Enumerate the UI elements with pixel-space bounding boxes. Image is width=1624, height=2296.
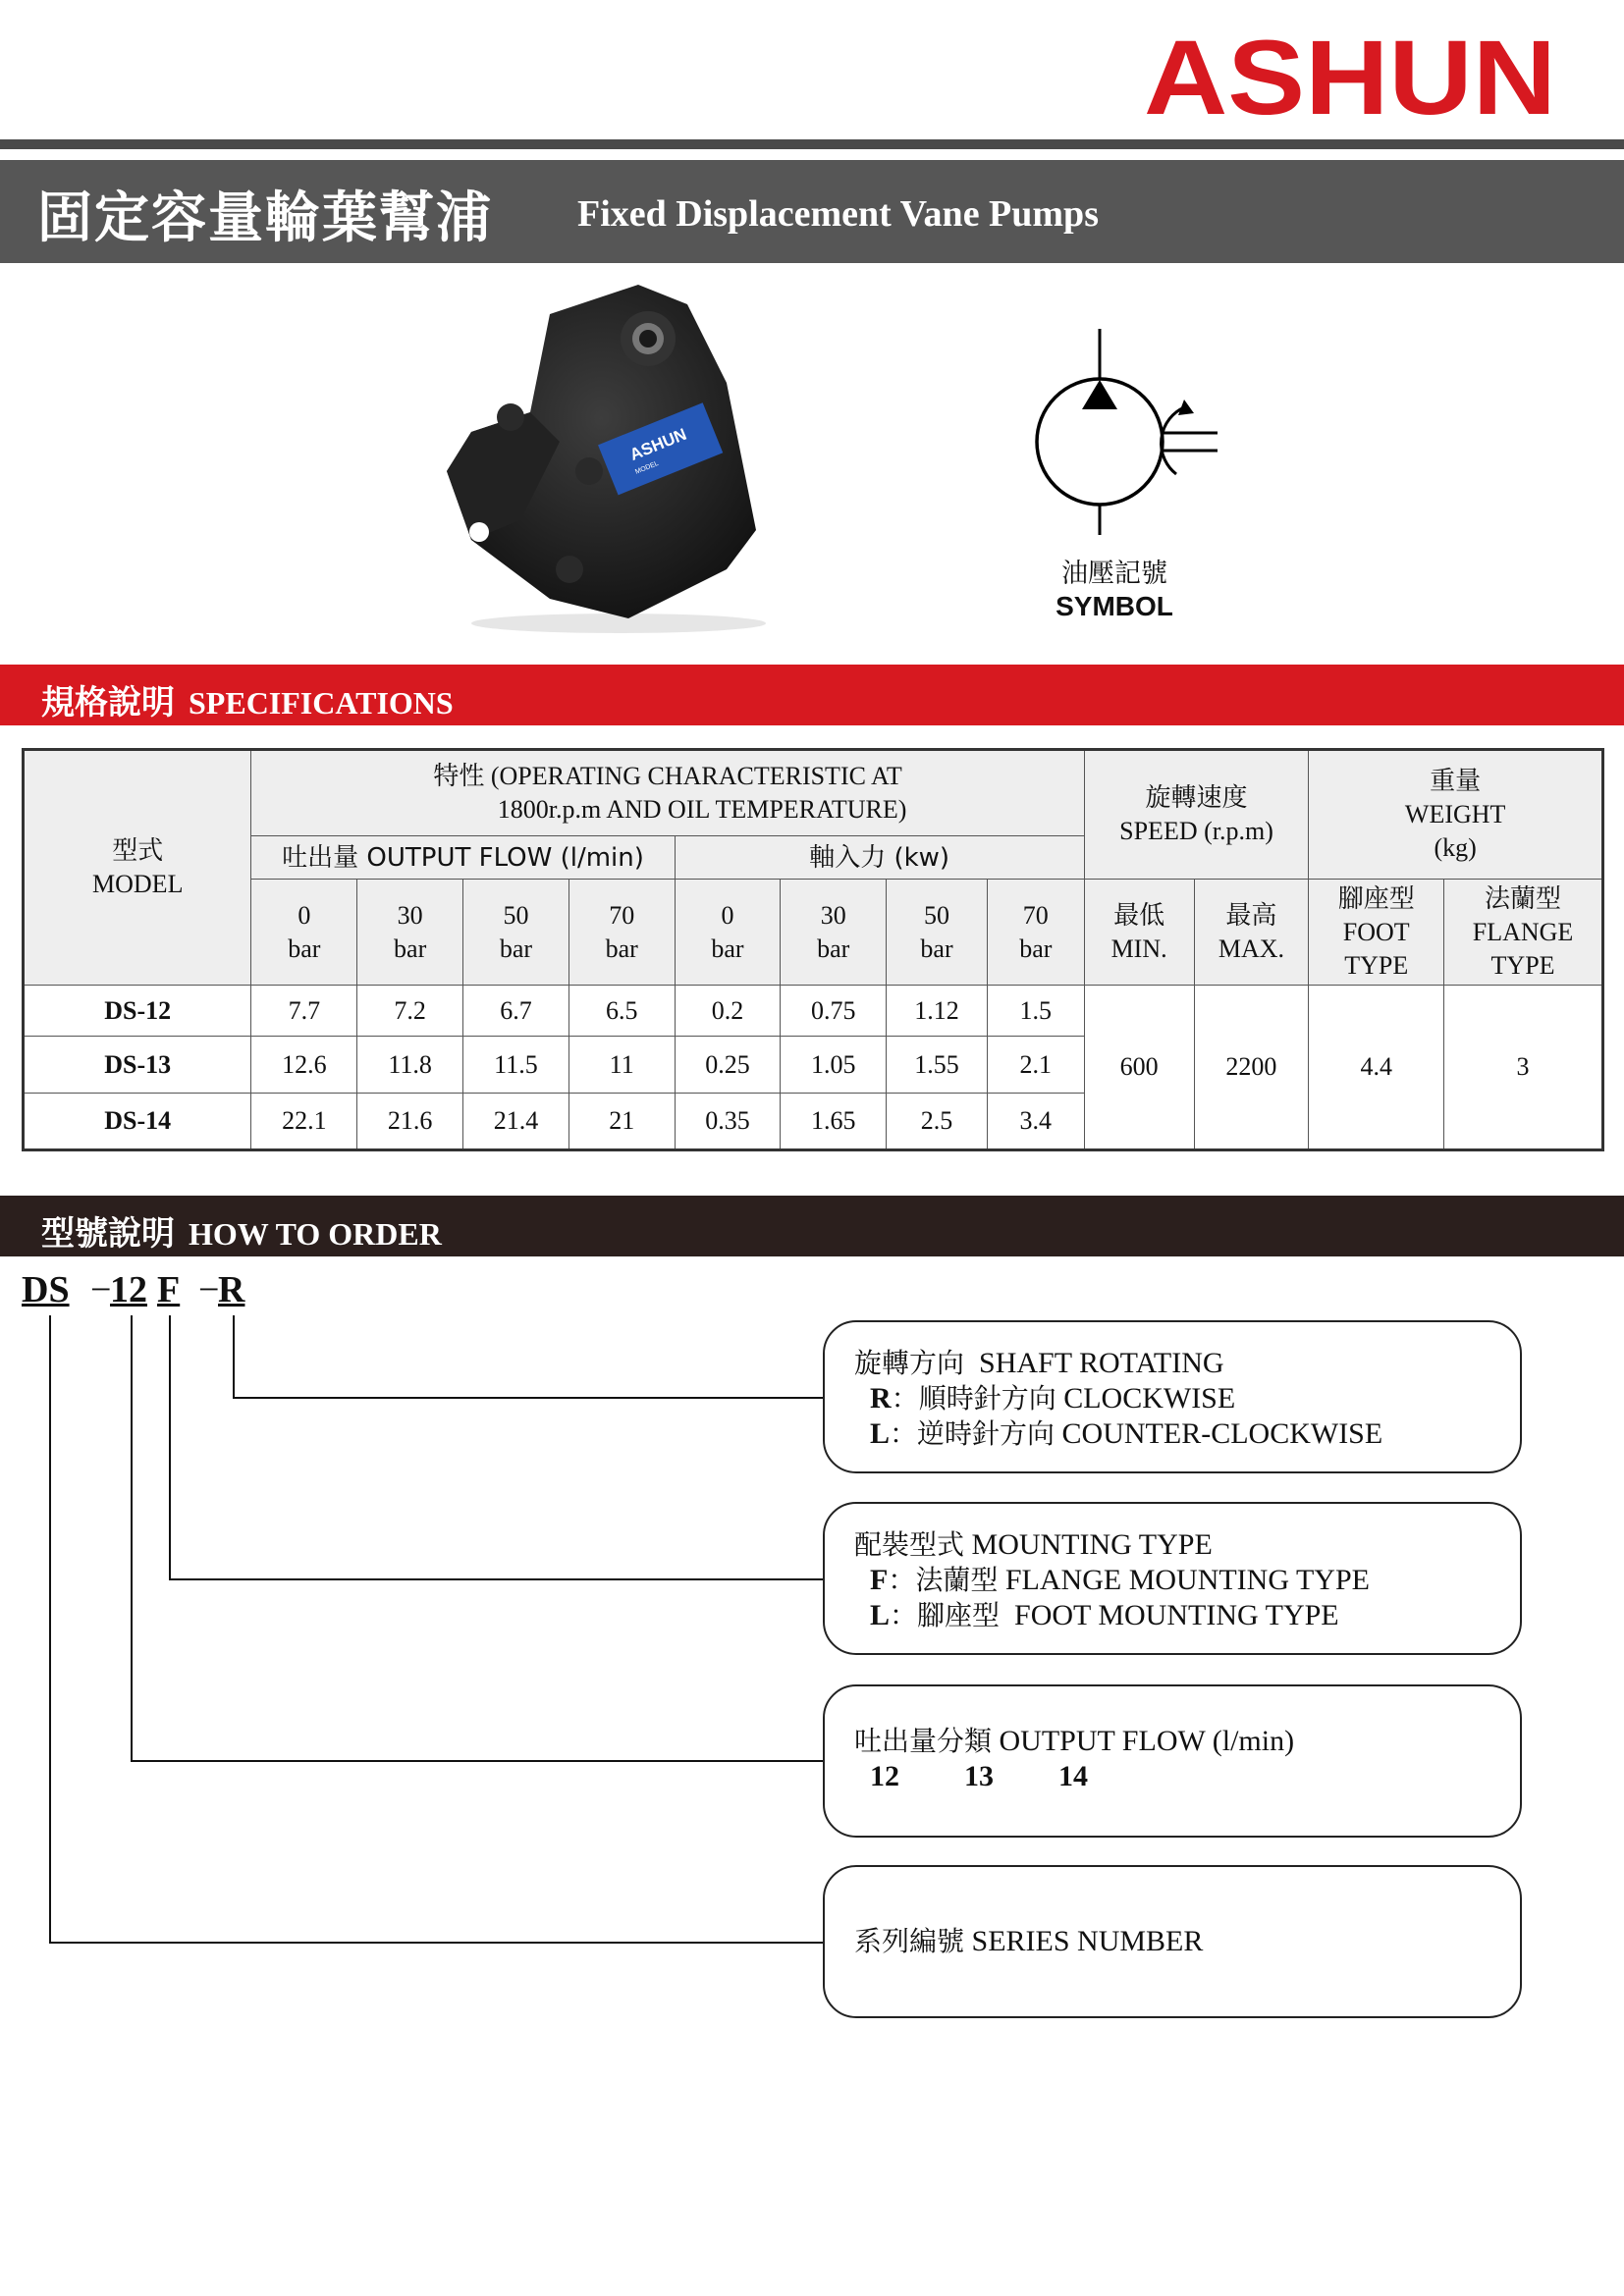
power-cell: 1.12 xyxy=(887,986,988,1037)
connector-line xyxy=(131,1315,133,1761)
connector-line xyxy=(233,1315,235,1398)
connector-line xyxy=(169,1315,171,1579)
speed-min-header: 最低 MIN. xyxy=(1084,880,1194,986)
weight-flange-value: 3 xyxy=(1444,986,1603,1150)
connector-line xyxy=(49,1315,51,1943)
connector-line xyxy=(49,1942,823,1944)
speed-min-value: 600 xyxy=(1084,986,1194,1150)
power-pressure-70: 70 bar xyxy=(987,880,1084,986)
vane-pump-image xyxy=(432,275,805,638)
header-rule xyxy=(0,139,1624,149)
flow-cell: 21.6 xyxy=(357,1094,463,1150)
nameplate-brand: ASHUN xyxy=(626,424,689,464)
output-flow-header: 吐出量 OUTPUT FLOW (l/min) xyxy=(251,836,675,880)
flow-pressure-30: 30 bar xyxy=(357,880,463,986)
speed-header-zh: 旋轉速度 xyxy=(1145,783,1248,813)
model-header-zh: 型式 xyxy=(112,836,164,866)
weight-header-zh: 重量 xyxy=(1430,767,1482,796)
connector-line xyxy=(131,1760,823,1762)
model-cell: DS-12 xyxy=(24,986,251,1037)
power-cell: 1.5 xyxy=(987,986,1084,1037)
order-code-rotation: R xyxy=(218,1269,245,1310)
flow-cell: 12.6 xyxy=(251,1037,357,1094)
power-pressure-30: 30 bar xyxy=(781,880,887,986)
power-cell: 1.65 xyxy=(781,1094,887,1150)
flow-pressure-70: 70 bar xyxy=(568,880,675,986)
shaft-rotating-box: 旋轉方向 SHAFT ROTATING R：順時針方向 CLOCKWISE L：逆時針方向 COUNTER-CLOCKWISE xyxy=(823,1320,1522,1473)
model-header-en: MODEL xyxy=(92,870,184,898)
how-to-order-heading-en: HOW TO ORDER xyxy=(189,1216,442,1252)
flange-type-header: 法蘭型 FLANGE TYPE xyxy=(1444,880,1603,986)
symbol-label-en: SYMBOL xyxy=(1056,591,1173,621)
flow-cell: 6.7 xyxy=(463,986,569,1037)
characteristic-line2: 1800r.p.m AND OIL TEMPERATURE) xyxy=(497,795,907,824)
model-cell: DS-14 xyxy=(24,1094,251,1150)
power-cell: 2.5 xyxy=(887,1094,988,1150)
specifications-heading xyxy=(41,675,454,723)
symbol-label-zh: 油壓記號 xyxy=(1061,559,1167,589)
foot-type-header: 腳座型 FOOT TYPE xyxy=(1309,880,1444,986)
specifications-table xyxy=(22,748,1604,1151)
power-cell: 2.1 xyxy=(987,1037,1084,1094)
logo-text: ASHUN xyxy=(1144,29,1556,128)
table-row xyxy=(24,986,1603,1037)
specifications-heading-zh: 規格說明 xyxy=(41,683,175,722)
power-cell: 3.4 xyxy=(987,1094,1084,1150)
flow-cell: 7.7 xyxy=(251,986,357,1037)
flow-cell: 7.2 xyxy=(357,986,463,1037)
order-code-series: DS xyxy=(22,1269,70,1310)
weight-header-unit: (kg) xyxy=(1434,833,1477,862)
nameplate-model: MODEL xyxy=(634,459,660,476)
power-cell: 1.05 xyxy=(781,1037,887,1094)
how-to-order-heading xyxy=(41,1206,442,1255)
order-code-dash: − xyxy=(198,1269,220,1310)
power-cell: 0.35 xyxy=(675,1094,781,1150)
output-flow-box: 吐出量分類 OUTPUT FLOW (l/min) 12 13 14 xyxy=(823,1684,1522,1838)
page-title-en: Fixed Displacement Vane Pumps xyxy=(577,193,1099,235)
characteristic-header xyxy=(251,750,1084,836)
flow-cell: 6.5 xyxy=(568,986,675,1037)
power-cell: 0.25 xyxy=(675,1037,781,1094)
model-header xyxy=(24,750,251,986)
flow-pressure-0: 0 bar xyxy=(251,880,357,986)
specifications-heading-en: SPECIFICATIONS xyxy=(189,685,454,721)
model-cell: DS-13 xyxy=(24,1037,251,1094)
flow-cell: 21.4 xyxy=(463,1094,569,1150)
flow-cell: 21 xyxy=(568,1094,675,1150)
weight-foot-value: 4.4 xyxy=(1309,986,1444,1150)
order-code-dash: − xyxy=(90,1269,112,1310)
order-code-flow: 12 xyxy=(110,1269,147,1310)
weight-header xyxy=(1309,750,1603,880)
series-number-box: 系列編號 SERIES NUMBER xyxy=(823,1865,1522,2018)
ashun-logo xyxy=(1139,29,1561,128)
power-cell: 1.55 xyxy=(887,1037,988,1094)
speed-max-header: 最高 MAX. xyxy=(1194,880,1309,986)
page-title-zh: 固定容量輪葉幫浦 xyxy=(37,187,493,250)
connector-line xyxy=(233,1397,823,1399)
weight-header-en: WEIGHT xyxy=(1404,800,1506,828)
characteristic-line1: 特性 (OPERATING CHARACTERISTIC AT xyxy=(433,762,902,790)
how-to-order-heading-zh: 型號說明 xyxy=(41,1214,175,1254)
speed-max-value: 2200 xyxy=(1194,986,1309,1150)
flow-cell: 11.8 xyxy=(357,1037,463,1094)
mounting-type-box: 配裝型式 MOUNTING TYPE F：法蘭型 FLANGE MOUNTING TYPE L：腳座型 FOOT MOUNTING TYPE xyxy=(823,1502,1522,1655)
power-cell: 0.75 xyxy=(781,986,887,1037)
flow-pressure-50: 50 bar xyxy=(463,880,569,986)
shaft-power-header: 軸入力 (kw) xyxy=(675,836,1084,880)
flow-cell: 11 xyxy=(568,1037,675,1094)
power-pressure-0: 0 bar xyxy=(675,880,781,986)
speed-header-en: SPEED (r.p.m) xyxy=(1119,817,1273,845)
flow-cell: 22.1 xyxy=(251,1094,357,1150)
speed-header xyxy=(1084,750,1309,880)
hydraulic-symbol-icon xyxy=(1011,329,1276,535)
flow-cell: 11.5 xyxy=(463,1037,569,1094)
order-code-mount: F xyxy=(157,1269,181,1310)
power-cell: 0.2 xyxy=(675,986,781,1037)
connector-line xyxy=(169,1578,823,1580)
power-pressure-50: 50 bar xyxy=(887,880,988,986)
